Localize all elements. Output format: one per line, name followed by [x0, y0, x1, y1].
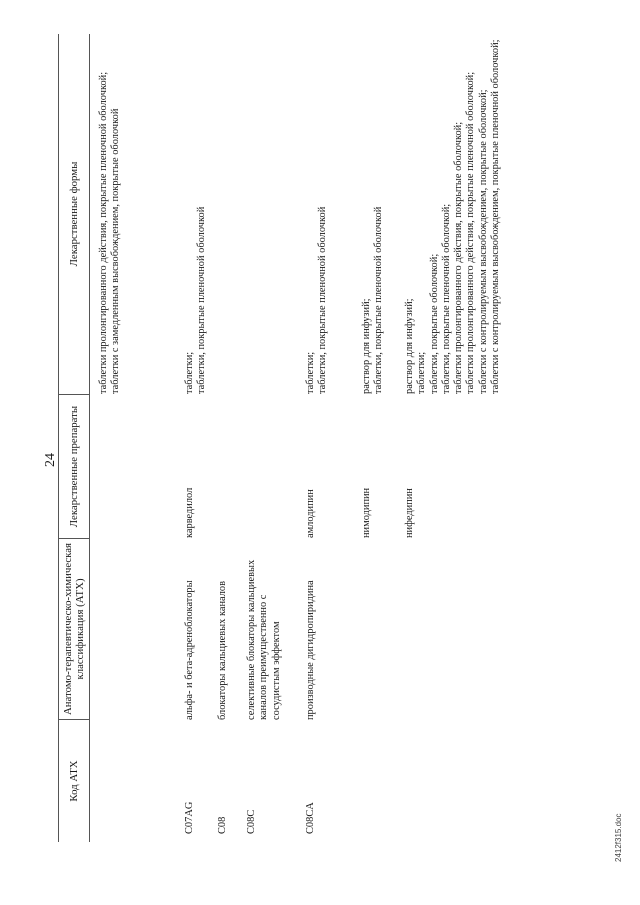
- drug-name: карведилол: [184, 487, 195, 538]
- drug-name: нимодипин: [361, 487, 372, 538]
- atc-classification: альфа- и бета-адреноблокаторы: [184, 580, 195, 720]
- drug-forms: раствор для инфузий; таблетки; таблетки, покрытые оболочкой; таблетки, покрытые пленочной оболочкой; таблетки пролонгированного действия, покрытые оболочкой; таблетки пролонгированного действия, покрытые пленочной оболочкой; таблетки с контролируемым высвобождением, покрытые оболочкой; таблетки с контролируемым высвобождением, покрытые пленочной оболочкой;: [404, 39, 502, 394]
- atc-code: C07AG: [184, 801, 195, 834]
- header-code: Код АТХ: [67, 760, 80, 802]
- page-number: 24: [43, 453, 58, 467]
- atc-classification: производные дигидропиридина: [305, 580, 316, 720]
- atc-classification: блокаторы кальциевых каналов: [217, 581, 228, 720]
- drug-forms: таблетки; таблетки, покрытые пленочной оболочкой: [184, 206, 208, 394]
- header-preparations: Лекарственные препараты: [67, 405, 80, 528]
- drug-forms: таблетки; таблетки, покрытые пленочной оболочкой: [305, 206, 329, 394]
- header-classification: Анатомо-терапевтическо-химическая классификация (АТХ): [61, 542, 86, 716]
- column-divider: [59, 719, 89, 720]
- header-forms: Лекарственные формы: [67, 161, 80, 267]
- column-divider: [59, 538, 89, 539]
- atc-code: C08CA: [305, 802, 316, 834]
- drug-table: [58, 34, 578, 842]
- drug-forms: раствор для инфузий; таблетки, покрытые пленочной оболочкой: [361, 206, 385, 394]
- drug-name: амлодипин: [305, 489, 316, 538]
- drug-forms: таблетки пролонгированного действия, покрытые пленочной оболочкой; таблетки с замедленным высвобождением, покрытые оболочкой: [98, 71, 122, 394]
- footer-document-code: 2412f315.doc: [614, 813, 623, 862]
- drug-name: нифедипин: [404, 488, 415, 538]
- atc-code: C08: [217, 816, 228, 834]
- atc-classification: селективные блокаторы кальциевых каналов преимущественно с сосудистым эффектом: [246, 559, 282, 720]
- table-header: [58, 34, 90, 842]
- column-divider: [59, 394, 89, 395]
- atc-code: C08C: [246, 809, 257, 834]
